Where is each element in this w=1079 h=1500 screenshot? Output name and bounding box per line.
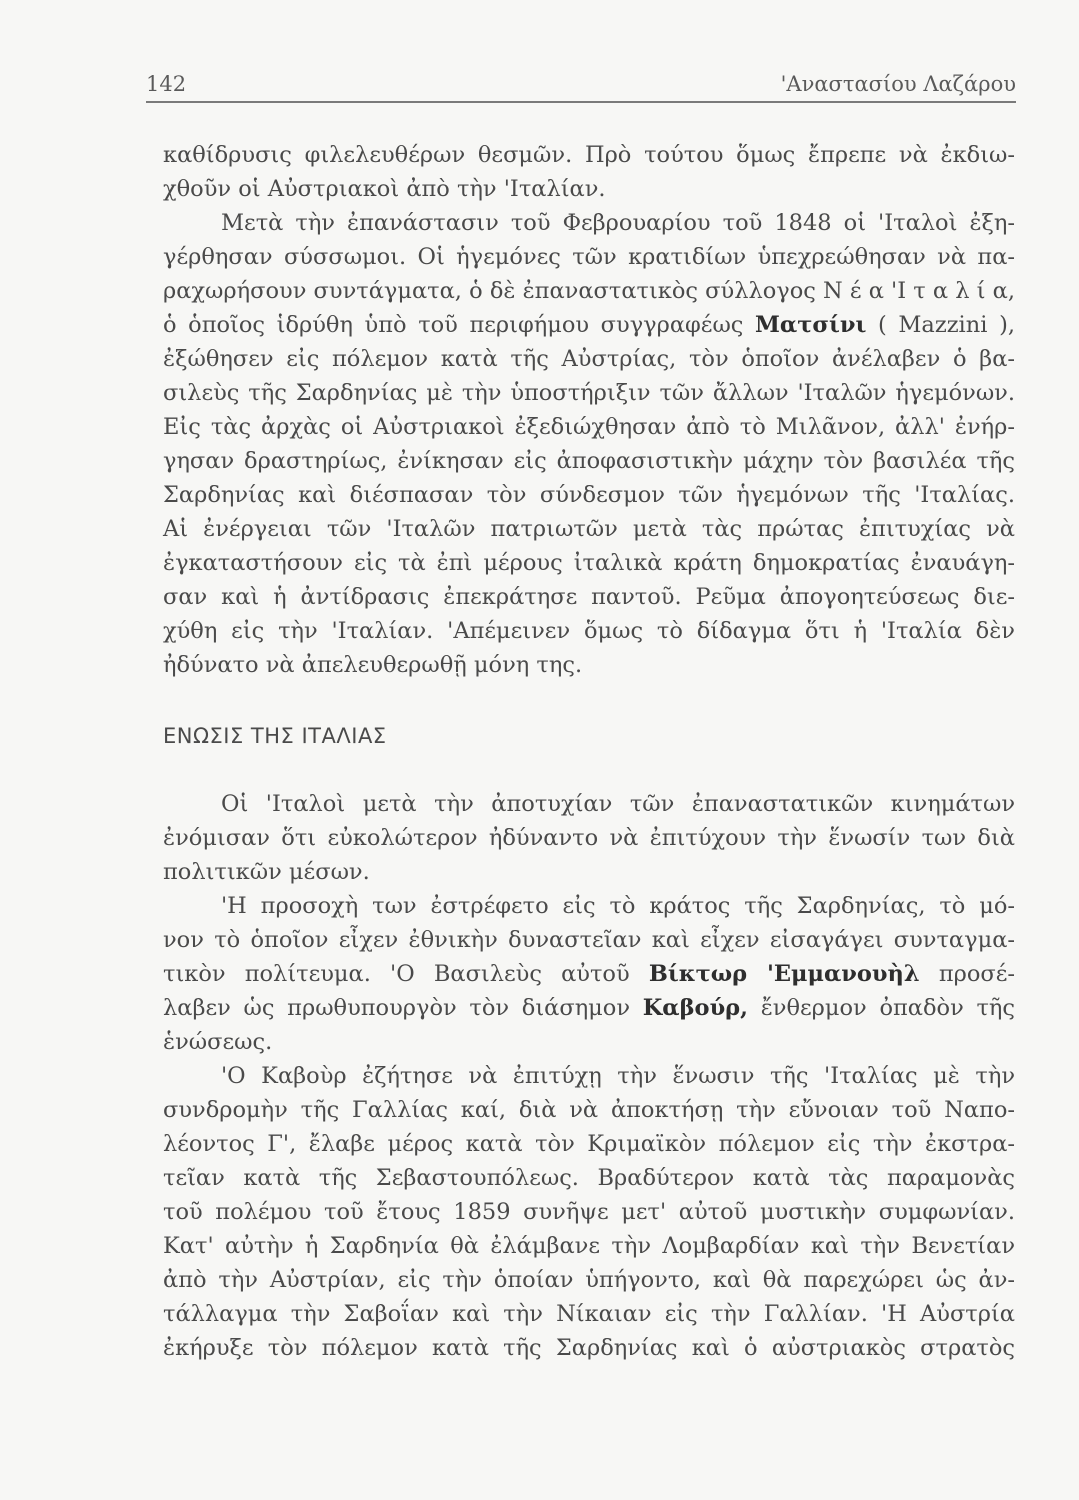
text-line: Οἱ 'Ιταλοὶ μετὰ τὴν ἀποτυχίαν τῶν ἐπαναστατικῶν κινημάτων <box>221 791 1015 817</box>
header-rule <box>146 101 1016 103</box>
text-line: χύθη εἰς τὴν 'Ιταλίαν. 'Απέμεινεν ὅμως τὸ δίδαγμα ὅτι ἡ 'Ιταλία δὲν <box>163 618 1015 644</box>
spacer <box>163 682 1015 716</box>
text-run: τικὸν πολίτευμα. 'Ο Βασιλεὺς αὐτοῦ <box>163 961 630 987</box>
section-heading: ΕΝΩΣΙΣ ΤΗΣ ΙΤΑΛΙΑΣ <box>163 724 387 748</box>
paragraph-1 <box>163 138 1015 206</box>
text-line: γέρθησαν σύσσωμοι. Οἱ ἡγεμόνες τῶν κρατιδίων ὑπεχρεώθησαν νὰ πα- <box>163 244 1015 270</box>
paragraph-5 <box>163 1059 1015 1365</box>
text-run: λαβεν ὡς πρωθυπουργὸν τὸν διάσημον <box>163 995 631 1021</box>
text-line: συνδρομὴν τῆς Γαλλίας καί, διὰ νὰ ἀποκτήσῃ τὴν εὔνοιαν τοῦ Ναπο- <box>163 1097 1015 1123</box>
text-line: 'Ο Καβοὺρ ἐζήτησε νὰ ἐπιτύχῃ τὴν ἕνωσιν τῆς 'Ιταλίας μὲ τὴν <box>221 1063 1015 1089</box>
spacer <box>163 753 1015 787</box>
text-line: ἐγκαταστήσουν εἰς τὰ ἐπὶ μέρους ἰταλικὰ κράτη δημοκρατίας ἐναυάγη- <box>163 550 1015 576</box>
text-line: Εἰς τὰς ἀρχὰς οἱ Αὐστριακοὶ ἐξεδιώχθησαν ἀπὸ τὸ Μιλᾶνον, ἀλλ' ἐνήρ- <box>163 414 1015 440</box>
text-line: ραχωρήσουν συντάγματα, ὁ δὲ ἐπαναστατικὸς σύλλογος Ν έ α 'Ι τ α λ ί α, <box>163 278 1015 304</box>
bold-name-matsini: Ματσίνι <box>755 312 867 338</box>
text-line: ἀπὸ τὴν Αὐστρίαν, εἰς τὴν ὁποίαν ὑπήγοντο, καὶ θὰ παρεχώρει ὡς ἀν- <box>163 1267 1015 1293</box>
text-line: Σαρδηνίας καὶ διέσπασαν τὸν σύνδεσμον τῶν ἡγεμόνων τῆς 'Ιταλίας. <box>163 482 1015 508</box>
text-line: Κατ' αὐτὴν ἡ Σαρδηνία θὰ ἐλάμβανε τὴν Λομβαρδίαν καὶ τὴν Βενετίαν <box>163 1233 1015 1259</box>
text-line: ἑνώσεως. <box>163 1029 273 1055</box>
text-line: 'Η προσοχὴ των ἐστρέφετο εἰς τὸ κράτος τῆς Σαρδηνίας, τὸ μό- <box>221 893 1015 919</box>
page-header <box>146 72 1016 104</box>
text-line: λέοντος Γ', ἔλαβε μέρος κατὰ τὸν Κριμαϊκὸν πόλεμον εἰς τὴν ἐκστρα- <box>163 1131 1015 1157</box>
paragraph-3 <box>163 787 1015 889</box>
text-line: γησαν δραστηρίως, ἐνίκησαν εἰς ἀποφασιστικὴν μάχην τὸν βασιλέα τῆς <box>163 448 1015 474</box>
text-line: σιλεὺς τῆς Σαρδηνίας μὲ τὴν ὑποστήριξιν τῶν ἄλλων 'Ιταλῶν ἡγεμόνων. <box>163 380 1015 406</box>
text-line: Αἱ ἐνέργειαι τῶν 'Ιταλῶν πατριωτῶν μετὰ τὰς πρώτας ἐπιτυχίας νὰ <box>163 516 1015 542</box>
text-run: προσέ- <box>938 961 1015 987</box>
page-body <box>163 138 1015 1365</box>
text-line: τάλλαγμα τὴν Σαβοΐαν καὶ τὴν Νίκαιαν εἰς τὴν Γαλλίαν. 'Η Αὐστρία <box>163 1301 1015 1327</box>
bold-name-kavour: Καβούρ, <box>642 995 748 1021</box>
paragraph-4 <box>163 889 1015 1059</box>
text-line: σαν καὶ ἡ ἀντίδρασις ἐπεκράτησε παντοῦ. Ρεῦμα ἀπογοητεύσεως διε- <box>163 584 1015 610</box>
text-line: ἐκήρυξε τὸν πόλεμον κατὰ τῆς Σαρδηνίας καὶ ὁ αὐστριακὸς στρατὸς <box>163 1335 1015 1361</box>
text-line: ἐξώθησεν εἰς πόλεμον κατὰ τῆς Αὐστρίας, τὸν ὁποῖον ἀνέλαβεν ὁ βα- <box>163 346 1015 372</box>
text-run: ( Mazzini ), <box>878 312 1015 338</box>
paragraph-2 <box>163 206 1015 682</box>
text-line-with-bold <box>163 957 1015 991</box>
page-number: 142 <box>146 72 187 96</box>
text-run: ἔνθερμον ὀπαδὸν τῆς <box>760 995 1015 1021</box>
text-line: τοῦ πολέμου τοῦ ἔτους 1859 συνῆψε μετ' αὐτοῦ μυστικὴν συμφωνίαν. <box>163 1199 1015 1225</box>
text-run: ὁ ὁποῖος ἱδρύθη ὑπὸ τοῦ περιφήμου συγγραφέως <box>163 312 744 338</box>
running-head-author: 'Αναστασίου Λαζάρου <box>780 72 1016 96</box>
text-line: ἐνόμισαν ὅτι εὐκολώτερον ἠδύναντο νὰ ἐπιτύχουν τὴν ἕνωσίν των διὰ <box>163 825 1015 851</box>
text-line: πολιτικῶν μέσων. <box>163 859 370 885</box>
text-line: τεῖαν κατὰ τῆς Σεβαστουπόλεως. Βραδύτερον κατὰ τὰς παραμονὰς <box>163 1165 1015 1191</box>
text-line: ἠδύνατο νὰ ἀπελευθερωθῇ μόνη της. <box>163 652 583 678</box>
text-line: νον τὸ ὁποῖον εἶχεν ἐθνικὴν δυναστεῖαν καὶ εἶχεν εἰσαγάγει συνταγμα- <box>163 927 1015 953</box>
text-line: Μετὰ τὴν ἐπανάστασιν τοῦ Φεβρουαρίου τοῦ 1848 οἱ 'Ιταλοὶ ἐξη- <box>221 210 1015 236</box>
text-line-with-bold <box>163 991 1015 1025</box>
bold-name-viktor-emmanouil: Βίκτωρ 'Εμμανουὴλ <box>648 961 920 987</box>
text-line-with-bold <box>163 308 1015 342</box>
text-line: καθίδρυσις φιλελευθέρων θεσμῶν. Πρὸ τούτου ὅμως ἔπρεπε νὰ ἐκδιω- <box>163 142 1015 168</box>
text-line: χθοῦν οἱ Αὐστριακοὶ ἀπὸ τὴν 'Ιταλίαν. <box>163 176 606 202</box>
